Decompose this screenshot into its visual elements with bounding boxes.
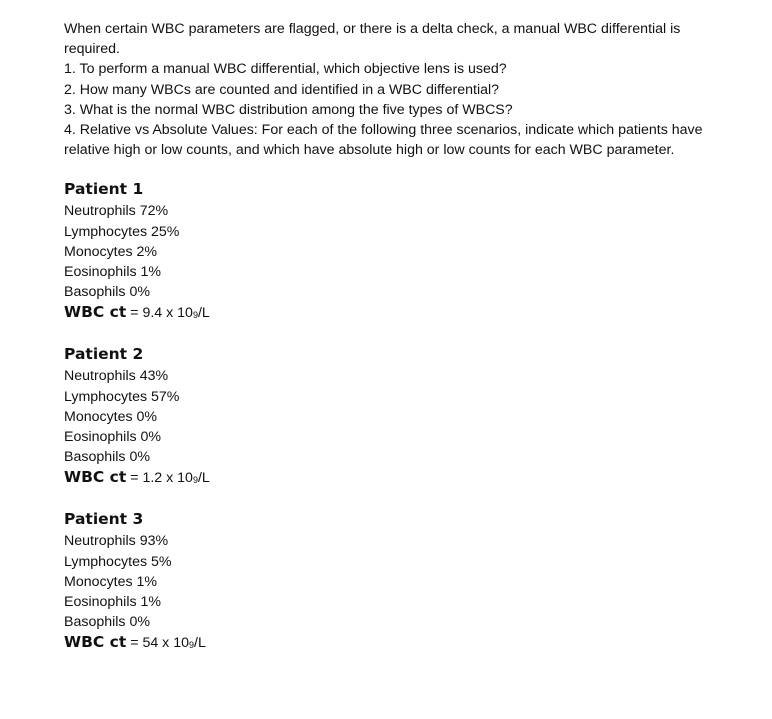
patient-1-section xyxy=(64,180,724,325)
question-4: 4. Relative vs Absolute Values: For each of the following three scenarios, indicate which patients have relative high or low counts, and which have absolute high or low counts for each WBC parameter. xyxy=(64,122,703,159)
eosinophils-value: Eosinophils 1% xyxy=(64,264,162,281)
wbc-value: = 1.2 x 10 xyxy=(130,470,193,487)
wbc-count xyxy=(64,302,724,325)
question-2: 2. How many WBCs are counted and identified in a WBC differential? xyxy=(64,81,500,98)
lymphocytes-value: Lymphocytes 57% xyxy=(64,388,180,405)
wbc-label: WBC ct xyxy=(64,303,127,322)
patient-3-section xyxy=(64,510,724,655)
eosinophils-value: Eosinophils 0% xyxy=(64,429,162,446)
question-1: 1. To perform a manual WBC differential, which objective lens is used? xyxy=(64,61,507,78)
wbc-unit: /L xyxy=(197,305,210,322)
wbc-exponent: 9 xyxy=(189,640,195,651)
wbc-count xyxy=(64,467,724,490)
neutrophils-value: Neutrophils 43% xyxy=(64,368,169,385)
document-page xyxy=(64,19,724,655)
patient-2-section xyxy=(64,345,724,490)
wbc-value: = 9.4 x 10 xyxy=(130,305,193,322)
wbc-value: = 54 x 10 xyxy=(130,635,190,652)
wbc-exponent: 9 xyxy=(192,475,198,486)
patient-title: Patient 1 xyxy=(64,180,144,199)
wbc-count xyxy=(64,632,724,655)
basophils-value: Basophils 0% xyxy=(64,614,150,631)
monocytes-value: Monocytes 2% xyxy=(64,243,158,260)
lymphocytes-value: Lymphocytes 5% xyxy=(64,553,172,570)
patient-title: Patient 3 xyxy=(64,510,144,529)
monocytes-value: Monocytes 1% xyxy=(64,573,158,590)
basophils-value: Basophils 0% xyxy=(64,449,150,466)
eosinophils-value: Eosinophils 1% xyxy=(64,594,162,611)
intro-lead: When certain WBC parameters are flagged, or there is a delta check, a manual WBC differential is required. xyxy=(64,21,681,58)
patient-title: Patient 2 xyxy=(64,345,144,364)
monocytes-value: Monocytes 0% xyxy=(64,408,158,425)
neutrophils-value: Neutrophils 93% xyxy=(64,533,169,550)
wbc-label: WBC ct xyxy=(64,468,127,487)
neutrophils-value: Neutrophils 72% xyxy=(64,203,169,220)
wbc-label: WBC ct xyxy=(64,633,127,652)
basophils-value: Basophils 0% xyxy=(64,284,150,301)
lymphocytes-value: Lymphocytes 25% xyxy=(64,223,180,240)
instructions xyxy=(64,19,724,160)
question-3: 3. What is the normal WBC distribution among the five types of WBCS? xyxy=(64,101,513,118)
wbc-unit: /L xyxy=(197,470,210,487)
wbc-unit: /L xyxy=(194,635,206,652)
wbc-exponent: 9 xyxy=(192,310,198,321)
